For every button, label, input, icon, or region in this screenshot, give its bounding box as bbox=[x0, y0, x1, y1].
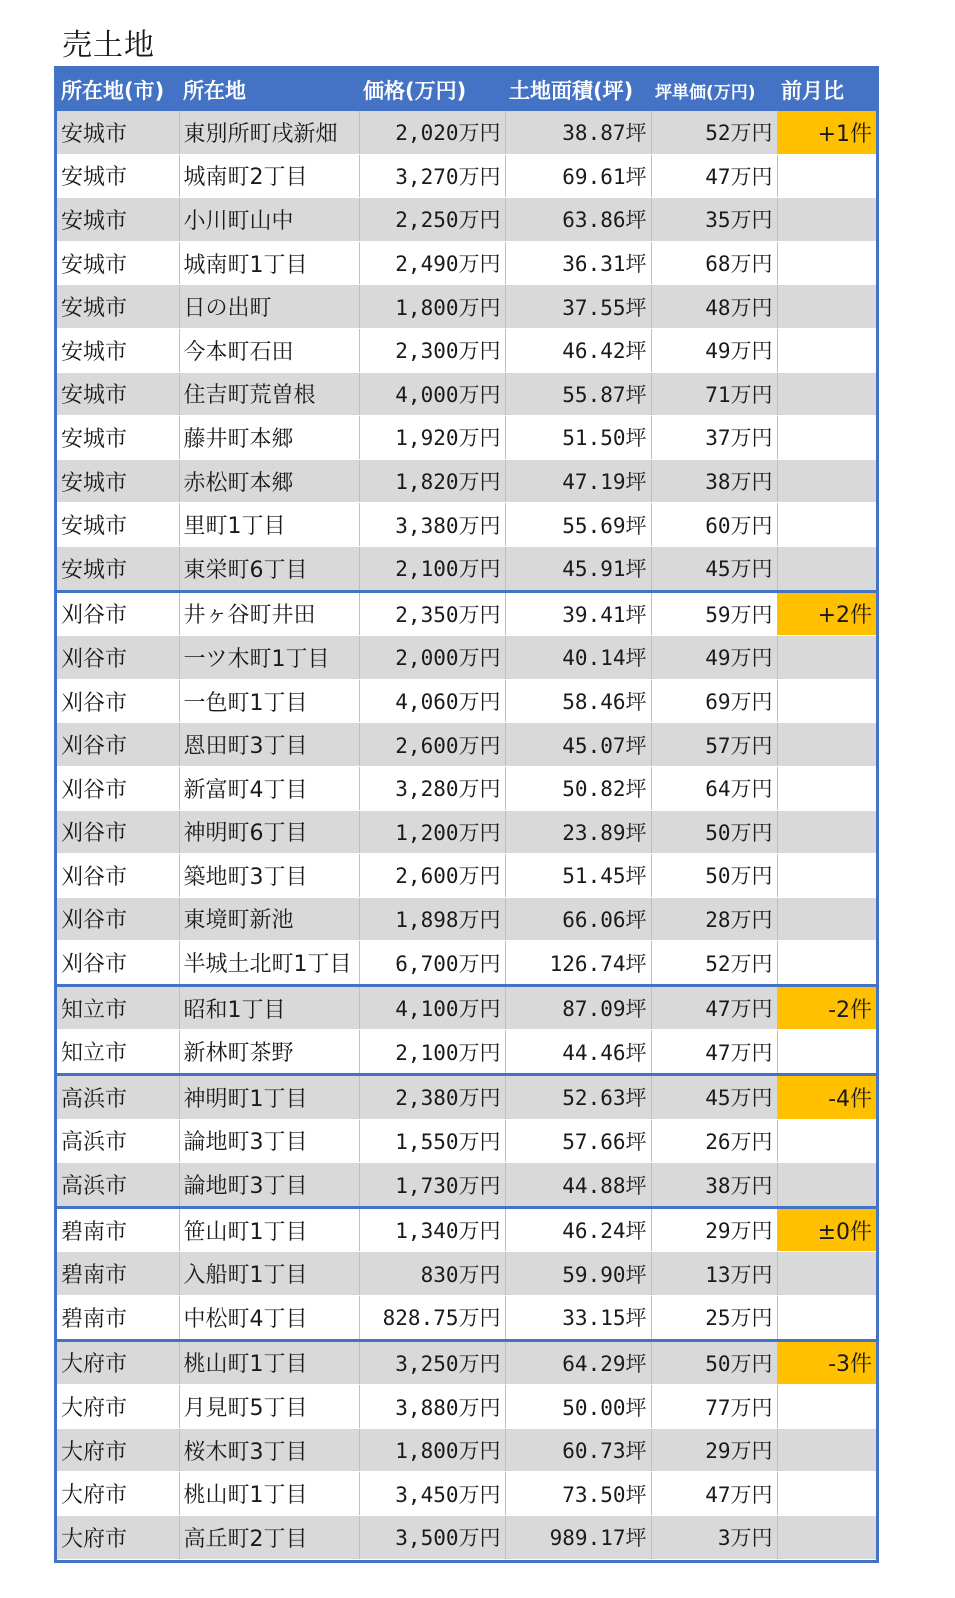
table-row bbox=[57, 285, 876, 329]
cell-month-change bbox=[777, 416, 876, 460]
cell-price: 1,200万円 bbox=[359, 810, 505, 854]
table-row bbox=[57, 111, 876, 154]
cell-land-size: 989.17坪 bbox=[505, 1516, 651, 1560]
cell-city: 安城市 bbox=[57, 241, 179, 285]
cell-price: 2,600万円 bbox=[359, 854, 505, 898]
cell-month-change bbox=[777, 328, 876, 372]
cell-city: 刈谷市 bbox=[57, 854, 179, 898]
cell-price: 2,600万円 bbox=[359, 723, 505, 767]
cell-month-change bbox=[777, 503, 876, 547]
cell-city: 刈谷市 bbox=[57, 941, 179, 986]
header-area: 所在地 bbox=[179, 69, 359, 111]
cell-unit-price: 47万円 bbox=[651, 1030, 777, 1075]
cell-area: 論地町3丁目 bbox=[179, 1119, 359, 1163]
cell-unit-price: 49万円 bbox=[651, 636, 777, 680]
cell-unit-price: 49万円 bbox=[651, 328, 777, 372]
cell-area: 今本町石田 bbox=[179, 328, 359, 372]
cell-price: 1,920万円 bbox=[359, 416, 505, 460]
cell-unit-price: 57万円 bbox=[651, 723, 777, 767]
cell-price: 2,100万円 bbox=[359, 546, 505, 591]
cell-land-size: 50.00坪 bbox=[505, 1385, 651, 1429]
cell-land-size: 45.07坪 bbox=[505, 723, 651, 767]
cell-land-size: 64.29坪 bbox=[505, 1340, 651, 1385]
page-title: 売土地 bbox=[62, 28, 155, 63]
table-row bbox=[57, 766, 876, 810]
table-row bbox=[57, 372, 876, 416]
cell-area: 入船町1丁目 bbox=[179, 1252, 359, 1296]
cell-unit-price: 47万円 bbox=[651, 154, 777, 198]
table-row bbox=[57, 459, 876, 503]
cell-city: 碧南市 bbox=[57, 1296, 179, 1341]
cell-area: 東境町新池 bbox=[179, 897, 359, 941]
cell-land-size: 73.50坪 bbox=[505, 1472, 651, 1516]
cell-unit-price: 47万円 bbox=[651, 1472, 777, 1516]
cell-month-change: -2件 bbox=[777, 985, 876, 1030]
cell-price: 2,300万円 bbox=[359, 328, 505, 372]
cell-price: 1,820万円 bbox=[359, 459, 505, 503]
table-row bbox=[57, 636, 876, 680]
cell-price: 3,380万円 bbox=[359, 503, 505, 547]
cell-land-size: 33.15坪 bbox=[505, 1296, 651, 1341]
cell-land-size: 52.63坪 bbox=[505, 1075, 651, 1120]
table-row bbox=[57, 1163, 876, 1208]
cell-area: 昭和1丁目 bbox=[179, 985, 359, 1030]
cell-month-change bbox=[777, 546, 876, 591]
cell-city: 碧南市 bbox=[57, 1252, 179, 1296]
cell-city: 刈谷市 bbox=[57, 723, 179, 767]
cell-price: 3,880万円 bbox=[359, 1385, 505, 1429]
cell-city: 安城市 bbox=[57, 459, 179, 503]
cell-area: 一ツ木町1丁目 bbox=[179, 636, 359, 680]
cell-land-size: 55.87坪 bbox=[505, 372, 651, 416]
cell-land-size: 51.45坪 bbox=[505, 854, 651, 898]
table-row bbox=[57, 810, 876, 854]
cell-month-change bbox=[777, 941, 876, 986]
cell-price: 3,280万円 bbox=[359, 766, 505, 810]
cell-unit-price: 68万円 bbox=[651, 241, 777, 285]
cell-land-size: 45.91坪 bbox=[505, 546, 651, 591]
table-row bbox=[57, 1207, 876, 1252]
cell-month-change bbox=[777, 1119, 876, 1163]
cell-month-change bbox=[777, 1428, 876, 1472]
cell-area: 小川町山中 bbox=[179, 198, 359, 242]
header-price: 価格(万円) bbox=[359, 69, 505, 111]
cell-city: 大府市 bbox=[57, 1385, 179, 1429]
cell-unit-price: 77万円 bbox=[651, 1385, 777, 1429]
cell-land-size: 63.86坪 bbox=[505, 198, 651, 242]
cell-city: 大府市 bbox=[57, 1340, 179, 1385]
cell-area: 笹山町1丁目 bbox=[179, 1207, 359, 1252]
cell-unit-price: 35万円 bbox=[651, 198, 777, 242]
cell-city: 高浜市 bbox=[57, 1163, 179, 1208]
cell-land-size: 44.46坪 bbox=[505, 1030, 651, 1075]
table-row bbox=[57, 1385, 876, 1429]
cell-area: 新富町4丁目 bbox=[179, 766, 359, 810]
table-row bbox=[57, 897, 876, 941]
cell-month-change bbox=[777, 1472, 876, 1516]
header-unit-price: 坪単価(万円) bbox=[651, 69, 777, 111]
cell-unit-price: 59万円 bbox=[651, 591, 777, 636]
cell-price: 2,020万円 bbox=[359, 111, 505, 154]
cell-price: 2,350万円 bbox=[359, 591, 505, 636]
cell-land-size: 55.69坪 bbox=[505, 503, 651, 547]
cell-unit-price: 28万円 bbox=[651, 897, 777, 941]
cell-unit-price: 47万円 bbox=[651, 985, 777, 1030]
cell-area: 論地町3丁目 bbox=[179, 1163, 359, 1208]
table-row bbox=[57, 591, 876, 636]
cell-area: 里町1丁目 bbox=[179, 503, 359, 547]
cell-land-size: 87.09坪 bbox=[505, 985, 651, 1030]
cell-city: 大府市 bbox=[57, 1428, 179, 1472]
cell-city: 刈谷市 bbox=[57, 897, 179, 941]
cell-price: 1,730万円 bbox=[359, 1163, 505, 1208]
cell-area: 桜木町3丁目 bbox=[179, 1428, 359, 1472]
cell-land-size: 66.06坪 bbox=[505, 897, 651, 941]
cell-unit-price: 45万円 bbox=[651, 1075, 777, 1120]
cell-land-size: 47.19坪 bbox=[505, 459, 651, 503]
cell-unit-price: 50万円 bbox=[651, 810, 777, 854]
cell-area: 日の出町 bbox=[179, 285, 359, 329]
cell-price: 2,490万円 bbox=[359, 241, 505, 285]
cell-city: 刈谷市 bbox=[57, 636, 179, 680]
table-row bbox=[57, 241, 876, 285]
cell-area: 城南町1丁目 bbox=[179, 241, 359, 285]
cell-unit-price: 3万円 bbox=[651, 1516, 777, 1560]
cell-price: 3,250万円 bbox=[359, 1340, 505, 1385]
cell-month-change bbox=[777, 1516, 876, 1560]
cell-price: 4,100万円 bbox=[359, 985, 505, 1030]
table-row bbox=[57, 1472, 876, 1516]
cell-city: 刈谷市 bbox=[57, 679, 179, 723]
cell-unit-price: 38万円 bbox=[651, 1163, 777, 1208]
table-row bbox=[57, 1340, 876, 1385]
cell-area: 藤井町本郷 bbox=[179, 416, 359, 460]
cell-land-size: 23.89坪 bbox=[505, 810, 651, 854]
cell-unit-price: 25万円 bbox=[651, 1296, 777, 1341]
table-row bbox=[57, 1119, 876, 1163]
cell-unit-price: 48万円 bbox=[651, 285, 777, 329]
cell-price: 1,800万円 bbox=[359, 285, 505, 329]
cell-city: 安城市 bbox=[57, 372, 179, 416]
cell-city: 安城市 bbox=[57, 328, 179, 372]
cell-land-size: 126.74坪 bbox=[505, 941, 651, 986]
table-row bbox=[57, 1075, 876, 1120]
cell-price: 1,340万円 bbox=[359, 1207, 505, 1252]
cell-month-change bbox=[777, 679, 876, 723]
cell-area: 城南町2丁目 bbox=[179, 154, 359, 198]
cell-unit-price: 37万円 bbox=[651, 416, 777, 460]
cell-price: 4,060万円 bbox=[359, 679, 505, 723]
cell-price: 2,380万円 bbox=[359, 1075, 505, 1120]
cell-month-change bbox=[777, 1252, 876, 1296]
cell-land-size: 44.88坪 bbox=[505, 1163, 651, 1208]
cell-land-size: 69.61坪 bbox=[505, 154, 651, 198]
cell-city: 安城市 bbox=[57, 546, 179, 591]
table-row bbox=[57, 328, 876, 372]
cell-city: 大府市 bbox=[57, 1472, 179, 1516]
cell-unit-price: 52万円 bbox=[651, 111, 777, 154]
cell-area: 東別所町戌新畑 bbox=[179, 111, 359, 154]
cell-unit-price: 60万円 bbox=[651, 503, 777, 547]
cell-unit-price: 50万円 bbox=[651, 854, 777, 898]
cell-price: 3,500万円 bbox=[359, 1516, 505, 1560]
table-row bbox=[57, 546, 876, 591]
cell-month-change bbox=[777, 1163, 876, 1208]
cell-land-size: 58.46坪 bbox=[505, 679, 651, 723]
cell-city: 安城市 bbox=[57, 285, 179, 329]
cell-city: 知立市 bbox=[57, 1030, 179, 1075]
cell-month-change bbox=[777, 154, 876, 198]
cell-land-size: 36.31坪 bbox=[505, 241, 651, 285]
cell-land-size: 46.24坪 bbox=[505, 1207, 651, 1252]
cell-unit-price: 45万円 bbox=[651, 546, 777, 591]
cell-unit-price: 71万円 bbox=[651, 372, 777, 416]
table-row bbox=[57, 854, 876, 898]
cell-city: 安城市 bbox=[57, 154, 179, 198]
table-row bbox=[57, 1428, 876, 1472]
cell-land-size: 38.87坪 bbox=[505, 111, 651, 154]
cell-month-change bbox=[777, 810, 876, 854]
cell-city: 安城市 bbox=[57, 198, 179, 242]
cell-city: 安城市 bbox=[57, 503, 179, 547]
cell-city: 安城市 bbox=[57, 416, 179, 460]
cell-area: 神明町1丁目 bbox=[179, 1075, 359, 1120]
cell-month-change bbox=[777, 897, 876, 941]
cell-unit-price: 38万円 bbox=[651, 459, 777, 503]
cell-price: 1,800万円 bbox=[359, 1428, 505, 1472]
cell-unit-price: 50万円 bbox=[651, 1340, 777, 1385]
cell-month-change bbox=[777, 854, 876, 898]
cell-month-change: +2件 bbox=[777, 591, 876, 636]
cell-month-change bbox=[777, 1296, 876, 1341]
header-month-change: 前月比 bbox=[777, 69, 876, 111]
cell-month-change bbox=[777, 1385, 876, 1429]
table-row bbox=[57, 416, 876, 460]
cell-month-change: +1件 bbox=[777, 111, 876, 154]
cell-land-size: 40.14坪 bbox=[505, 636, 651, 680]
cell-area: 新林町茶野 bbox=[179, 1030, 359, 1075]
cell-price: 2,250万円 bbox=[359, 198, 505, 242]
table-row bbox=[57, 1030, 876, 1075]
cell-land-size: 39.41坪 bbox=[505, 591, 651, 636]
cell-city: 安城市 bbox=[57, 111, 179, 154]
cell-price: 3,450万円 bbox=[359, 1472, 505, 1516]
cell-area: 月見町5丁目 bbox=[179, 1385, 359, 1429]
cell-area: 赤松町本郷 bbox=[179, 459, 359, 503]
cell-unit-price: 29万円 bbox=[651, 1428, 777, 1472]
cell-land-size: 59.90坪 bbox=[505, 1252, 651, 1296]
table-row bbox=[57, 1296, 876, 1341]
cell-price: 4,000万円 bbox=[359, 372, 505, 416]
cell-land-size: 37.55坪 bbox=[505, 285, 651, 329]
cell-month-change: ±0件 bbox=[777, 1207, 876, 1252]
cell-price: 1,550万円 bbox=[359, 1119, 505, 1163]
table-row bbox=[57, 1516, 876, 1560]
cell-month-change bbox=[777, 241, 876, 285]
cell-area: 桃山町1丁目 bbox=[179, 1472, 359, 1516]
table-row bbox=[57, 941, 876, 986]
cell-unit-price: 52万円 bbox=[651, 941, 777, 986]
cell-land-size: 51.50坪 bbox=[505, 416, 651, 460]
table-body bbox=[57, 111, 876, 1559]
land-listing-table bbox=[54, 66, 879, 1563]
cell-area: 桃山町1丁目 bbox=[179, 1340, 359, 1385]
cell-month-change bbox=[777, 285, 876, 329]
table-row bbox=[57, 679, 876, 723]
table-header-row bbox=[57, 69, 876, 111]
cell-price: 830万円 bbox=[359, 1252, 505, 1296]
cell-price: 1,898万円 bbox=[359, 897, 505, 941]
cell-city: 大府市 bbox=[57, 1516, 179, 1560]
cell-land-size: 46.42坪 bbox=[505, 328, 651, 372]
cell-unit-price: 26万円 bbox=[651, 1119, 777, 1163]
cell-month-change bbox=[777, 723, 876, 767]
cell-city: 刈谷市 bbox=[57, 810, 179, 854]
cell-month-change bbox=[777, 198, 876, 242]
header-land-size: 土地面積(坪) bbox=[505, 69, 651, 111]
cell-month-change bbox=[777, 766, 876, 810]
cell-area: 半城土北町1丁目 bbox=[179, 941, 359, 986]
cell-area: 築地町3丁目 bbox=[179, 854, 359, 898]
header-city: 所在地(市) bbox=[57, 69, 179, 111]
cell-area: 住吉町荒曽根 bbox=[179, 372, 359, 416]
cell-month-change: -3件 bbox=[777, 1340, 876, 1385]
cell-month-change bbox=[777, 636, 876, 680]
table-row bbox=[57, 985, 876, 1030]
cell-city: 碧南市 bbox=[57, 1207, 179, 1252]
cell-area: 井ヶ谷町井田 bbox=[179, 591, 359, 636]
cell-price: 6,700万円 bbox=[359, 941, 505, 986]
cell-area: 東栄町6丁目 bbox=[179, 546, 359, 591]
cell-area: 恩田町3丁目 bbox=[179, 723, 359, 767]
cell-land-size: 57.66坪 bbox=[505, 1119, 651, 1163]
cell-month-change bbox=[777, 372, 876, 416]
cell-unit-price: 29万円 bbox=[651, 1207, 777, 1252]
cell-city: 知立市 bbox=[57, 985, 179, 1030]
table-row bbox=[57, 198, 876, 242]
cell-area: 高丘町2丁目 bbox=[179, 1516, 359, 1560]
cell-area: 神明町6丁目 bbox=[179, 810, 359, 854]
cell-land-size: 50.82坪 bbox=[505, 766, 651, 810]
cell-city: 高浜市 bbox=[57, 1119, 179, 1163]
cell-price: 3,270万円 bbox=[359, 154, 505, 198]
cell-unit-price: 64万円 bbox=[651, 766, 777, 810]
cell-city: 高浜市 bbox=[57, 1075, 179, 1120]
table-row bbox=[57, 154, 876, 198]
cell-land-size: 60.73坪 bbox=[505, 1428, 651, 1472]
cell-price: 2,100万円 bbox=[359, 1030, 505, 1075]
cell-area: 一色町1丁目 bbox=[179, 679, 359, 723]
cell-price: 828.75万円 bbox=[359, 1296, 505, 1341]
cell-price: 2,000万円 bbox=[359, 636, 505, 680]
cell-city: 刈谷市 bbox=[57, 591, 179, 636]
table-row bbox=[57, 723, 876, 767]
cell-unit-price: 69万円 bbox=[651, 679, 777, 723]
cell-month-change: -4件 bbox=[777, 1075, 876, 1120]
table-row bbox=[57, 1252, 876, 1296]
cell-area: 中松町4丁目 bbox=[179, 1296, 359, 1341]
table-row bbox=[57, 503, 876, 547]
cell-month-change bbox=[777, 459, 876, 503]
cell-month-change bbox=[777, 1030, 876, 1075]
cell-city: 刈谷市 bbox=[57, 766, 179, 810]
cell-unit-price: 13万円 bbox=[651, 1252, 777, 1296]
